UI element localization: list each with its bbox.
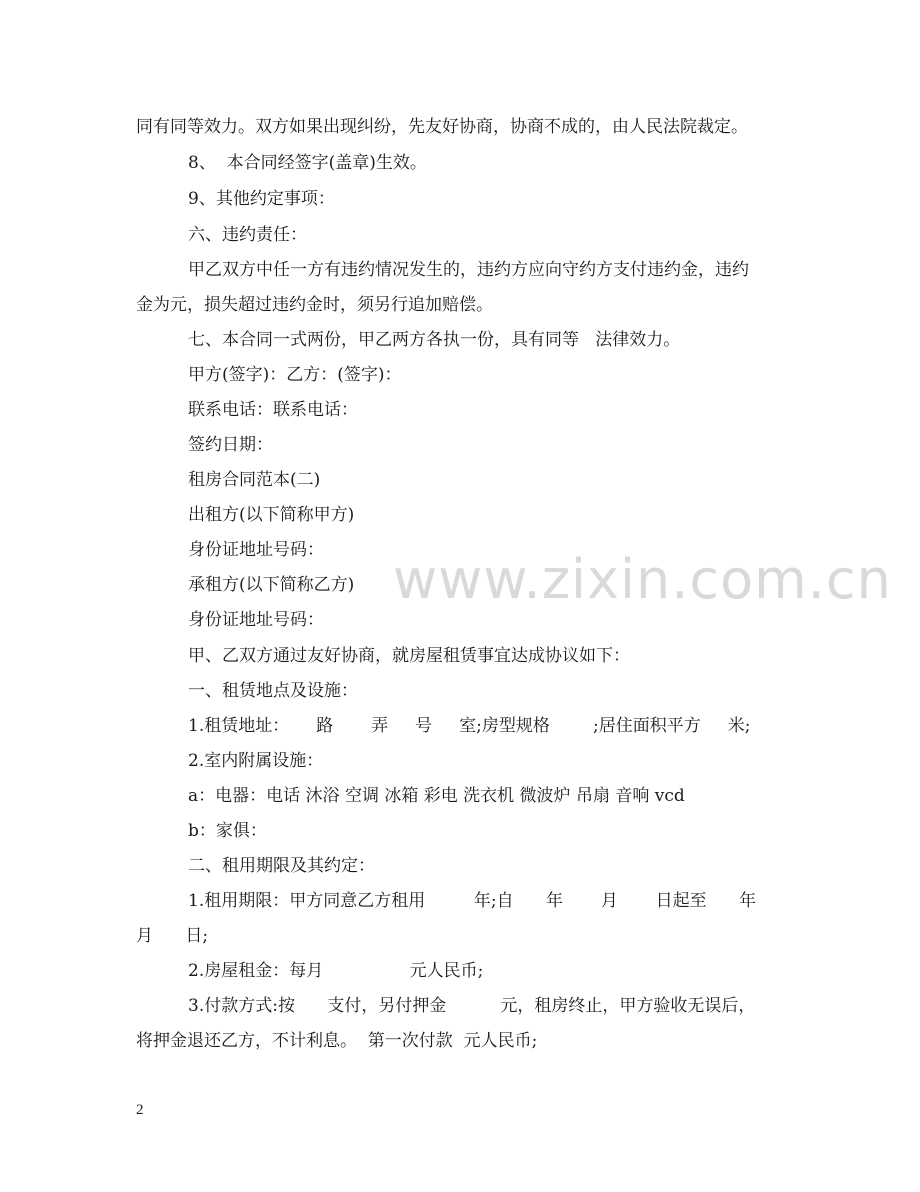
text-line: 1.租赁地址： 路 弄 号 室;房型规格 ;居住面积平方 米; (188, 716, 751, 736)
text-line: 甲、乙双方通过友好协商，就房屋租赁事宜达成协议如下： (188, 646, 630, 666)
text-line: 租房合同范本(二) (188, 470, 321, 490)
text-line: 七、本合同一式两份，甲乙两方各执一份，具有同等 法律效力。 (188, 330, 681, 350)
text-line: 二、租用期限及其约定： (188, 856, 375, 876)
text-line: 联系电话：联系电话： (188, 400, 358, 420)
text-line: b：家俱： (188, 821, 267, 841)
page-number: 2 (136, 1102, 144, 1118)
text-line: 同有同等效力。双方如果出现纠纷，先友好协商，协商不成的，由人民法院裁定。 (136, 117, 748, 137)
text-line: 8、 本合同经签字(盖章)生效。 (188, 153, 427, 173)
text-line: 月 日; (136, 926, 209, 946)
text-line: 身份证地址号码： (188, 540, 324, 560)
text-line: 出租方(以下简称甲方) (188, 505, 355, 525)
watermark: www.zixin.com.cn (393, 548, 892, 611)
text-line: 1.租用期限：甲方同意乙方租用 年;自 年 月 日起至 年 (188, 891, 757, 911)
text-line: 签约日期： (188, 435, 273, 455)
text-line: 3.付款方式:按 支付，另付押金 元，租房终止，甲方验收无误后， (188, 996, 756, 1016)
text-line: a：电器：电话 沐浴 空调 冰箱 彩电 洗衣机 微波炉 吊扇 音响 vcd (188, 786, 685, 806)
text-line: 将押金退还乙方，不计利息。 第一次付款 元人民币; (136, 1031, 538, 1051)
text-line: 2.房屋租金：每月 元人民币; (188, 961, 484, 981)
text-line: 一、租赁地点及设施： (188, 681, 358, 701)
text-line: 甲乙双方中任一方有违约情况发生的，违约方应向守约方支付违约金，违约 (188, 260, 749, 280)
text-line: 六、违约责任： (188, 225, 307, 245)
text-line: 甲方(签字)：乙方：(签字)： (188, 365, 402, 385)
text-line: 金为元，损失超过违约金时，须另行追加赔偿。 (136, 295, 493, 315)
text-line: 2.室内附属设施： (188, 751, 324, 771)
text-line: 9、其他约定事项： (188, 189, 335, 209)
text-line: 身份证地址号码： (188, 610, 324, 630)
text-line: 承租方(以下简称乙方) (188, 575, 355, 595)
